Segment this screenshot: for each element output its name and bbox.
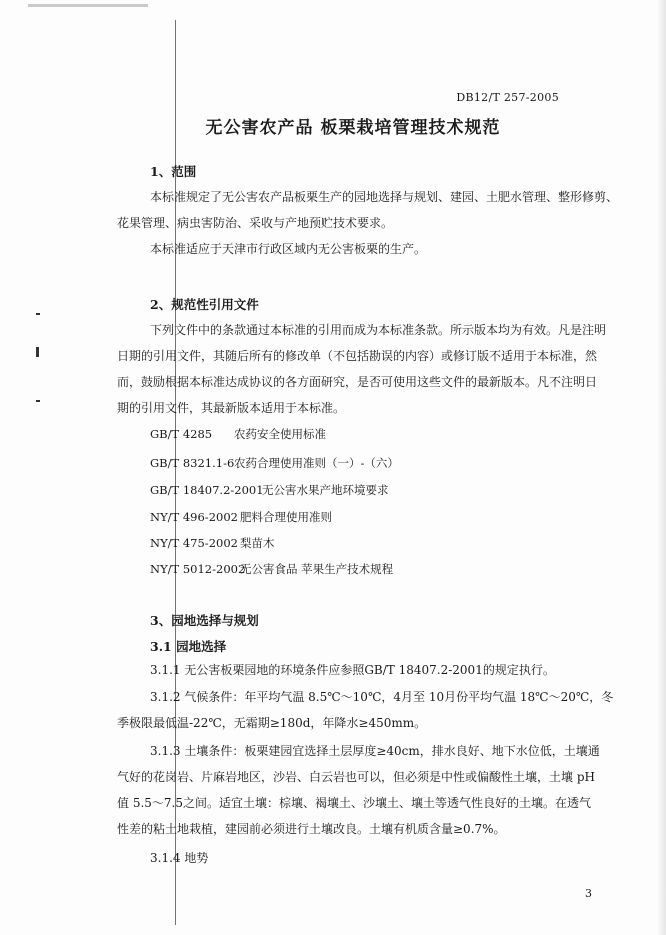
reference-code: GB/T 4285 <box>150 427 213 441</box>
reference-title: 农药合理使用准则（一）-（六） <box>234 456 399 470</box>
standard-number: DB12/T 257-2005 <box>456 91 559 104</box>
scan-mark <box>36 313 40 315</box>
reference-code: GB/T 8321.1-6 <box>150 456 235 470</box>
paragraph-line: 季极限最低温-22℃，无霜期≥180d，年降水≥450mm。 <box>117 716 427 730</box>
paragraph-line: 本标准规定了无公害农产品板栗生产的园地选择与规划、建园、土肥水管理、整形修剪、 <box>150 190 619 204</box>
reference-item <box>150 455 399 471</box>
reference-title: 梨苗木 <box>240 536 275 550</box>
reference-code: NY/T 475-2002 <box>150 536 238 550</box>
paragraph-line: 3.1.1 无公害板栗园地的环境条件应参照GB/T 18407.2-2001的规定执行。 <box>150 663 555 677</box>
scan-smudge <box>28 4 148 7</box>
reference-item <box>150 561 393 577</box>
paragraph-line: 下列文件中的条款通过本标准的引用而成为本标准条款。所示版本均为有效。凡是注明 <box>150 323 607 337</box>
paragraph-line: 气好的花岗岩、片麻岩地区，沙岩、白云岩也可以，但必须是中性或偏酸性土壤，土壤 pH <box>117 770 595 784</box>
paragraph-line: 日期的引用文件，其随后所有的修改单（不包括勘误的内容）或修订版不适用于本标准，然 <box>117 349 598 363</box>
scan-mark <box>36 400 40 402</box>
document-title: 无公害农产品 板栗栽培管理技术规范 <box>205 118 501 138</box>
page-edge-shadow <box>656 0 666 935</box>
paragraph-line: 本标准适应于天津市行政区域内无公害板栗的生产。 <box>150 242 427 256</box>
paragraph-line: 3.1.3 土壤条件：板栗建园宜选择土层厚度≥40cm，排水良好、地下水位低，土壤通 <box>150 744 600 758</box>
paragraph-line: 花果管理、病虫害防治、采收与产地预贮技术要求。 <box>117 216 394 230</box>
reference-code: GB/T 18407.2-2001 <box>150 483 264 497</box>
reference-title: 无公害食品 苹果生产技术规程 <box>240 562 394 576</box>
paragraph-line: 性差的粘土地栽植，建园前必须进行土壤改良。土壤有机质含量≥0.7%。 <box>117 822 506 836</box>
reference-title: 无公害水果产地环境要求 <box>262 483 389 497</box>
reference-code: NY/T 496-2002 <box>150 510 238 524</box>
reference-item <box>150 509 332 525</box>
paragraph-line: 而，鼓励根据本标准达成协议的各方面研究，是否可使用这些文件的最新版本。凡不注明日 <box>117 375 598 389</box>
section-heading-site-selection: 3、园地选择与规划 <box>150 613 259 628</box>
scan-mark <box>36 347 39 357</box>
section-heading-scope: 1、范围 <box>150 164 197 179</box>
reference-title: 肥料合理使用准则 <box>240 510 332 524</box>
subsection-heading: 3.1 园地选择 <box>150 639 227 654</box>
section-heading-normative-refs: 2、规范性引用文件 <box>150 297 259 312</box>
paragraph-line: 3.1.4 地势 <box>150 851 209 865</box>
paragraph-line: 3.1.2 气候条件：年平均气温 8.5℃～10℃，4月至 10月份平均气温 18℃～20℃，冬 <box>150 690 614 704</box>
reference-code: NY/T 5012-2002 <box>150 562 246 576</box>
reference-title: 农药安全使用标准 <box>234 427 326 441</box>
paragraph-line: 期的引用文件，其最新版本适用于本标准。 <box>117 401 346 415</box>
reference-item <box>150 535 275 551</box>
paragraph-line: 值 5.5～7.5之间。适宜土壤：棕壤、褐壤土、沙壤土、壤土等透气性良好的土壤。在透气 <box>117 796 591 810</box>
page-number: 3 <box>585 887 592 900</box>
reference-item <box>150 482 389 498</box>
reference-item <box>150 426 326 442</box>
